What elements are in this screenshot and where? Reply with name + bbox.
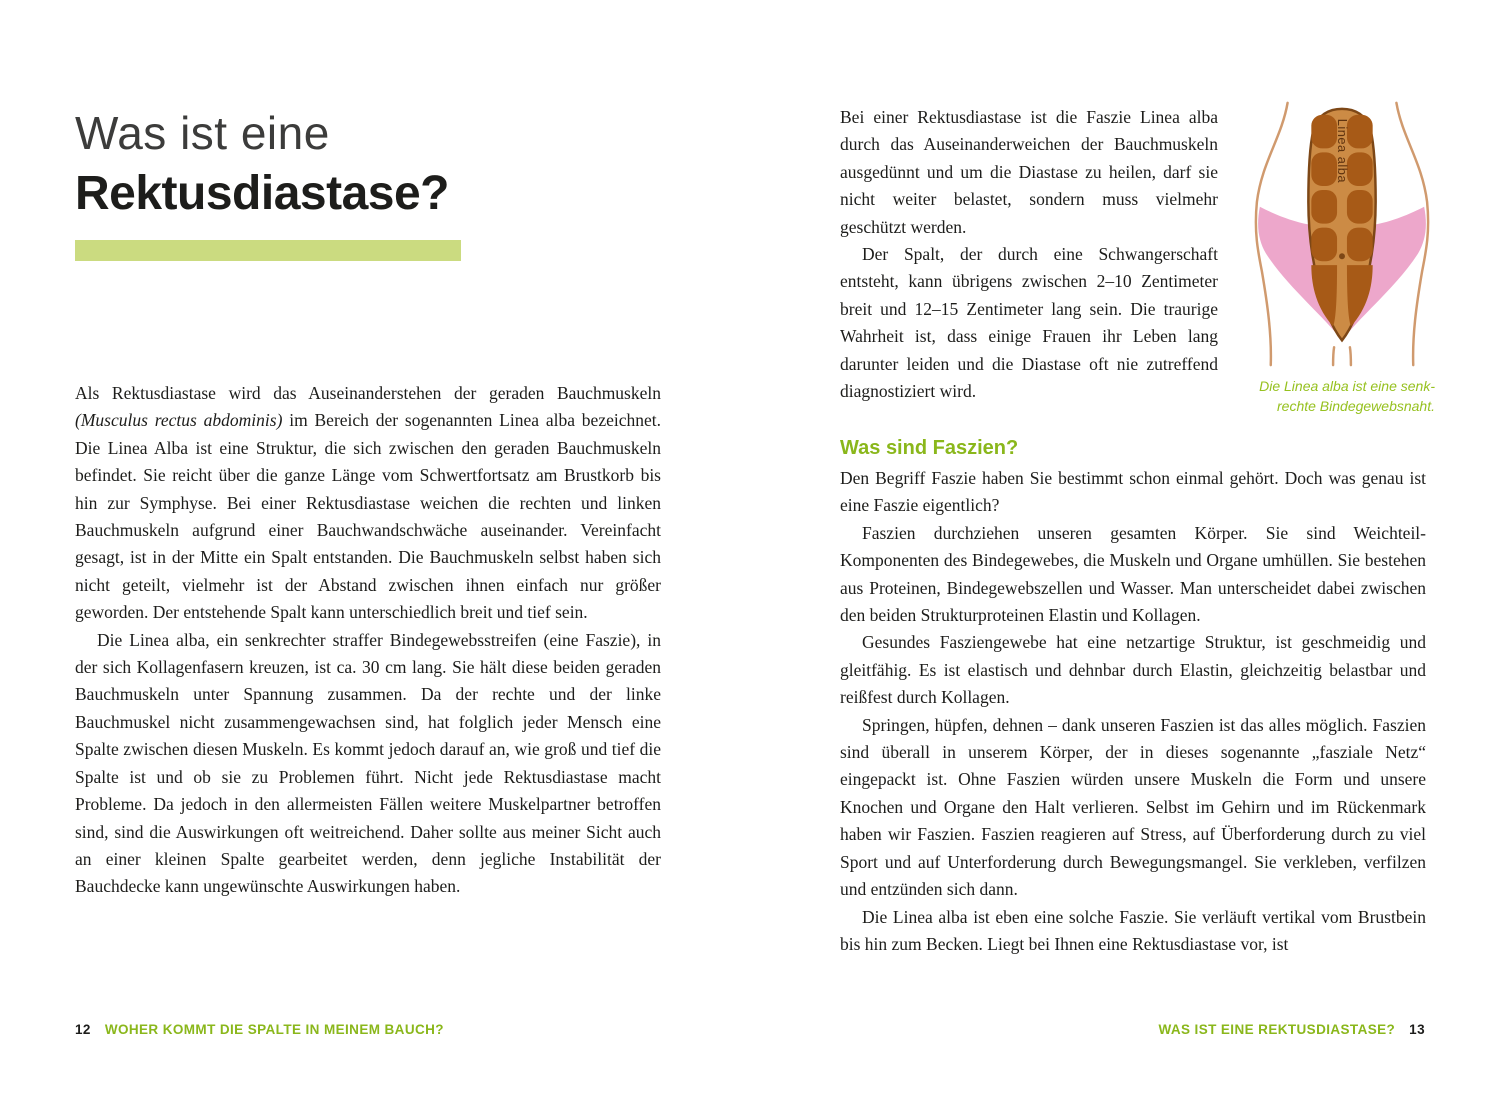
paragraph: Springen, hüpfen, dehnen – dank unseren Faszien ist das alles möglich. Faszien sind überall in unserem Körper, der in dieses sogenannte „fasziale Netz“ eingepackt ist. Ohne Faszien würden unsere Muskeln die Form und unsere Knochen und Organe den Halt verlieren. Selbst im Gehirn und im Rückenmark haben wir Faszien. Faszien reagieren auf Stress, auf Überforderung durch zu viel Sport und auf Unterforderung durch Bewegungsmangel. Sie verkleben, verfilzen und entzünden sich dann. [840,714,1426,900]
paragraph: Bei einer Rektusdiastase ist die Faszie Linea alba durch das Auseinanderweichen der Bauchmuskeln ausgedünnt und um die Diastase zu heilen, darf sie nicht weiter belastet, sondern muss vielmehr geschützt werden. [840,107,1218,237]
running-head: WAS IST EINE REKTUSDIASTASE? [1158,1022,1396,1037]
linea-alba-label: Linea alba [1335,118,1351,184]
linea-alba-illustration [1248,98,1436,370]
page-number: 12 [75,1022,91,1037]
left-page-footer [75,1022,444,1037]
figure-caption-line2: rechte Bindegewebsnaht. [1277,398,1435,414]
paragraph [75,380,661,627]
paragraph: Die Linea alba ist eben eine solche Faszie. Sie verläuft vertikal vom Brustbein bis hin zum Becken. Liegt bei Ihnen eine Rektusdiastase vor, ist [840,906,1426,954]
section-heading-faszien: Was sind Faszien? [840,437,1019,459]
right-page-footer [1158,1022,1425,1037]
latin-term: (Musculus rectus abdominis) [75,410,283,431]
paragraph-text: im Bereich der sogenannten Linea alba bezeichnet. Die Linea Alba ist eine Struktur, die sich zwischen den geraden Bauchmuskeln befindet. Sie reicht über die ganze Länge vom Schwertfortsatz am Brustkorb bis hin zur Symphyse. Bei einer Rektusdiastase weichen die rechten und linken Bauchmuskeln aufgrund einer Bauchwandschwäche auseinander. Vereinfacht gesagt, ist in der Mitte ein Spalt entstanden. Die Bauchmuskeln selbst haben sich nicht geteilt, vielmehr ist der Abstand zwischen ihnen einfach nur größer geworden. Der entstehende Spalt kann unterschiedlich breit und tief sein. [75,410,661,623]
left-page-body [75,380,661,901]
paragraph: Die Linea alba, ein senkrechter straffer Bindegewebsstreifen (eine Faszie), in der sich Kollagenfasern kreuzen, ist ca. 30 cm lang. Sie hält diese beiden geraden Bauchmuskeln unter Spannung zusammen. Da der rechte und der linke Bauchmuskel nicht zusammengewachsen sind, hat folglich jeder Mensch eine Spalte zwischen diesen Muskeln. Es kommt jedoch darauf an, wie groß und tief die Spalte ist und ob sie zu Problemen führt. Nicht jede Rektusdiastase macht Probleme. Da jedoch in den allermeisten Fällen weitere Muskelpartner betroffen sind, sind die Auswirkungen oft weitreichend. Daher sollte aus meiner Sicht auch an einer kleinen Spalte gearbeitet werden, denn jegliche Instabilität der Bauchdecke kann ungewünschte Auswirkungen haben. [75,629,661,897]
navel-dot [1339,253,1345,259]
title-highlight-bar [75,240,461,261]
chapter-title [75,104,449,224]
paragraph-text: Als Rektusdiastase wird das Auseinanderstehen der geraden Bauchmuskeln [75,383,661,403]
page-number: 13 [1409,1022,1425,1037]
figure-caption-line1: Die Linea alba ist eine senk- [1259,378,1435,394]
abdomen-figure-icon [1248,98,1436,370]
running-head: WOHER KOMMT DIE SPALTE IN MEINEM BAUCH? [104,1022,444,1037]
paragraph: Gesundes Fasziengewebe hat eine netzartige Struktur, ist geschmeidig und gleitfähig. Es ist elastisch und dehnbar durch Elastin, gleichzeitig belastbar und reißfest durch Kollagen. [840,632,1426,708]
figure-caption [1160,376,1435,416]
chapter-title-line2: Rektusdiastase? [75,166,449,220]
chapter-title-line1: Was ist eine [75,107,330,159]
paragraph: Faszien durchziehen unseren gesamten Körper. Sie sind Weichteil-Komponenten des Bindegewebes, die Muskeln und Organe umhüllen. Sie bestehen aus Proteinen, Bindegewebszellen und Wasser. Man unterscheidet dabei zwischen den beiden Strukturproteinen Elastin und Kollagen. [840,522,1426,626]
paragraph: Den Begriff Faszie haben Sie bestimmt schon einmal gehört. Doch was genau ist eine Faszie eigentlich? [840,468,1426,516]
right-page-narrow-column [840,104,1218,405]
right-page-body [840,465,1426,958]
paragraph: Der Spalt, der durch eine Schwangerschaft entsteht, kann übrigens zwischen 2–10 Zentimeter breit und 12–15 Zentimeter lang sein. Die traurige Wahrheit ist, dass einige Frauen ihr Leben lang darunter leiden und die Diastase oft nie zutreffend diagnostiziert wird. [840,244,1218,402]
